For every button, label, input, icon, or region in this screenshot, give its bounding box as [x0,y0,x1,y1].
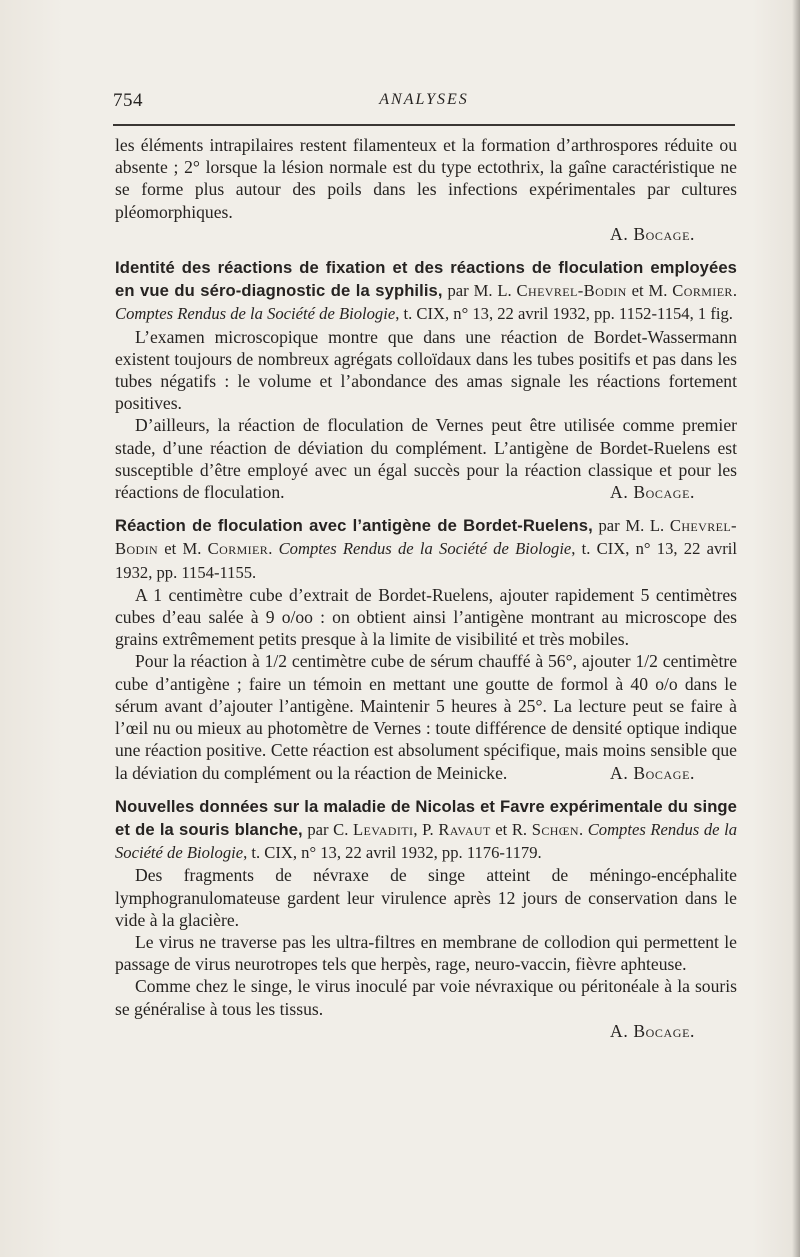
byline-join: et M. [626,281,673,301]
abstract-entry [115,256,737,503]
byline: par M. L. [592,516,670,536]
signature: A. Bocage. [610,762,695,783]
page-header [113,90,735,114]
header-rule [113,124,735,126]
abstract-entry [115,795,737,1042]
running-head: ANALYSES [379,91,469,108]
signature: A. Bocage. [610,482,695,503]
page-number: 754 [113,90,143,111]
article-body [115,134,737,1042]
abstract-paragraph: L’examen microscopique montre que dans une réaction de Bordet-Wassermann existent toujours de nombreux agrégats colloïdaux dans les tubes positifs et pas dans les tubes négatifs : le volume et l’abondance des amas signale les réactions fortement positives. [115,326,737,414]
citation-reference: , t. CIX, n° 13, 22 avril 1932, pp. 1152-1154, 1 fig. [395,304,733,324]
abstract-paragraph: Des fragments de névraxe de singe atteint de méningo-encéphalite lymphogranulomateuse gardent leur virulence après 12 jours de conservation dans le vide à la glacière. [115,865,737,930]
author-name: Ravaut [438,819,491,839]
entry-title: Réaction de floculation avec l’antigène de Bordet-Ruelens, [115,516,593,536]
entry-heading [115,795,737,865]
byline-join: et M. [158,539,208,559]
byline: par C. [302,819,353,839]
byline-join: et R. [490,819,532,839]
signature: A. Bocage. [610,1020,695,1041]
abstract-paragraph: Le virus ne traverse pas les ultra-filtres en membrane de collodion qui permettent le passage de virus neurotropes tels que herpès, rage, neuro-vaccin, fièvre aphteuse. [115,931,737,975]
author-name: Levaditi [352,819,414,839]
byline: par M. L. [442,281,517,301]
entry-heading [115,256,737,326]
author-name: Cormier [207,539,269,559]
byline-separator: . [578,819,588,839]
byline-separator: . [732,281,737,301]
byline-join: , P. [413,819,439,839]
abstract-paragraph: D’ailleurs, la réaction de floculation de Vernes peut être utilisée comme premier stade, d’une réaction de déviation du complément. L’antigène de Bordet-Ruelens est susceptible d’être employé avec un égal succès pour la réaction classique et pour les réactions de floculation. [115,415,737,503]
journal-name: Comptes Rendus de la Société de Biologie [115,304,396,324]
author-name: Chevrel-Bodin [115,516,737,559]
entry-heading [115,514,737,584]
journal-name: Comptes Rendus de la Société de Biologie [115,819,738,863]
continuation-paragraph: les éléments intrapilaires restent filamenteux et la formation d’arthrospores réduite ou absente ; 2° lorsque la lésion normale est du type ectothrix, la gaîne caractéristique ne se forme plus autour des poils dans les infections expérimentales par cultures pléomorphiques. [115,135,737,222]
journal-name: Comptes Rendus de la Société de Biologie [278,539,572,559]
entry-title: Identité des réactions de fixation et des réactions de floculation employées en vue du séro-diagnostic de la syphilis, [115,258,737,301]
entry-title: Nouvelles données sur la maladie de Nicolas et Favre expérimentale du singe et de la souris blanche, [115,796,737,839]
abstract-paragraph: Comme chez le singe, le virus inoculé par voie névraxique ou péritonéale à la souris se généralise à tous les tissus. [115,976,737,1019]
abstract-paragraph: A 1 centimètre cube d’extrait de Bordet-Ruelens, ajouter rapidement 5 centimètres cubes d’eau salée à 9 o/oo : on obtient ainsi l’antigène montrant au microscope des grains extrêmement petits presque à la limite de visibilité et très mobiles. [115,584,737,650]
page-edge-shadow [792,0,800,1257]
author-name: Cormier [672,281,733,301]
abstract-paragraph: Pour la réaction à 1/2 centimètre cube de sérum chauffé à 56°, ajouter 1/2 centimètre cube d’antigène ; faire un témoin en mettant une goutte de formol à 40 o/o dans le sérum avant d’ajouter l’antigène. Maintenir 5 heures à 25°. La lecture peut se faire à l’œil nu ou mieux au photomètre de Vernes : toute différence de densité optique indique une réaction positive. Cette réaction est absolument spécifique, mais moins sensible que la déviation du complément ou la réaction de Meinicke. [115,651,737,783]
author-name: Chevrel-Bodin [516,281,627,301]
signature: A. Bocage. [610,223,695,244]
abstract-entry [115,514,737,783]
citation-reference: , t. CIX, n° 13, 22 avril 1932, pp. 1154-1155. [115,539,738,582]
citation-reference: , t. CIX, n° 13, 22 avril 1932, pp. 1176-1179. [243,843,542,863]
byline-separator: . [268,539,279,559]
author-name: Schœn [531,819,579,839]
